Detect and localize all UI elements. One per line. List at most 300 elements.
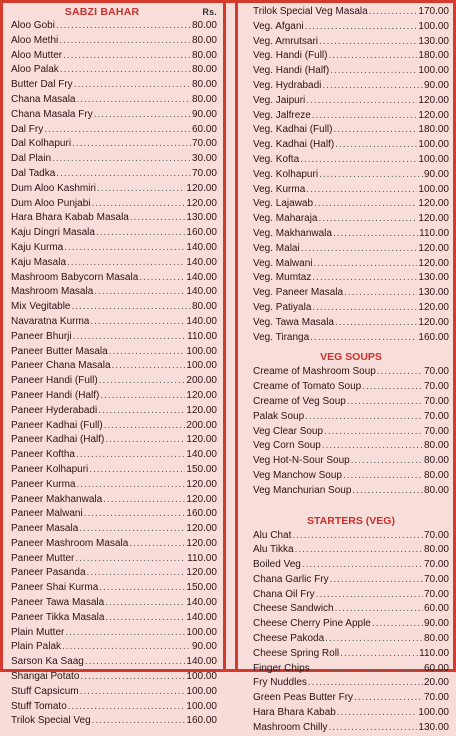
item-name: Veg Hot-N-Sour Soup	[253, 455, 350, 467]
menu-item	[11, 256, 217, 271]
dot-leader	[67, 256, 185, 271]
item-name: Veg. Makhanwala	[253, 227, 332, 239]
menu-item	[11, 655, 217, 670]
dot-leader	[59, 34, 191, 49]
dot-leader	[109, 345, 186, 360]
menu-item	[253, 632, 449, 647]
menu-item	[253, 395, 449, 410]
menu-item	[11, 507, 217, 522]
menu-item	[11, 63, 217, 78]
dot-leader	[369, 5, 418, 20]
dot-leader	[306, 183, 417, 198]
item-name: Paneer Kurma	[11, 478, 76, 490]
dot-leader	[362, 380, 423, 395]
dot-leader	[80, 685, 186, 700]
item-name: Dal Plain	[11, 153, 52, 165]
item-price: 100.00	[186, 360, 217, 372]
dot-leader	[305, 410, 423, 425]
menu-item	[253, 168, 449, 183]
menu-item	[11, 34, 217, 49]
item-price: 120.00	[418, 301, 449, 313]
item-price: 160.00	[186, 508, 217, 520]
dot-leader	[335, 316, 417, 331]
menu-item	[11, 626, 217, 641]
menu-item	[253, 662, 449, 677]
item-name: Paneer Handi (Half)	[11, 389, 100, 401]
item-name: Veg. Tawa Masala	[253, 316, 334, 328]
menu-item	[253, 484, 449, 499]
item-price: 140.00	[186, 241, 217, 253]
dot-leader	[330, 64, 417, 79]
item-name: Veg Manchow Soup	[253, 469, 342, 481]
item-name: Trilok Special Veg	[11, 715, 91, 727]
dot-leader	[97, 182, 185, 197]
item-name: Plain Mutter	[11, 626, 65, 638]
item-price: 70.00	[423, 366, 449, 378]
menu-item	[11, 315, 217, 330]
item-name: Veg. Paneer Masala	[253, 287, 344, 299]
menu-item	[11, 463, 217, 478]
item-name: Aloo Methi	[11, 34, 59, 46]
menu-item	[11, 611, 217, 626]
menu-item	[11, 152, 217, 167]
item-price: 140.00	[186, 449, 217, 461]
menu-item	[253, 380, 449, 395]
menu-item	[11, 211, 217, 226]
item-price: 120.00	[186, 537, 217, 549]
item-price: 100.00	[186, 345, 217, 357]
dot-leader	[354, 691, 423, 706]
right-column	[243, 3, 453, 733]
item-price: 80.00	[191, 34, 217, 46]
menu-item	[11, 167, 217, 182]
dot-leader	[130, 211, 186, 226]
menu-item	[253, 647, 449, 662]
menu-item	[11, 374, 217, 389]
item-name: Butter Dal Fry	[11, 79, 73, 91]
item-name: Veg. Mumtaz	[253, 272, 312, 284]
item-name: Paneer Shai Kurma	[11, 582, 99, 594]
item-price: 120.00	[186, 434, 217, 446]
menu-item	[253, 602, 449, 617]
item-name: Dal Kolhapuri	[11, 138, 72, 150]
item-price: 90.00	[423, 168, 449, 180]
menu-item	[253, 35, 449, 50]
item-price: 120.00	[186, 493, 217, 505]
item-name: Paneer Chana Masala	[11, 360, 111, 372]
item-price: 100.00	[186, 700, 217, 712]
dot-leader	[52, 152, 191, 167]
dot-leader	[75, 552, 186, 567]
menu-item	[253, 676, 449, 691]
item-price: 90.00	[423, 79, 449, 91]
dot-leader	[333, 227, 418, 242]
item-name: Chana Masala	[11, 93, 76, 105]
menu-item	[253, 242, 449, 257]
item-price: 70.00	[423, 692, 449, 704]
item-name: Veg. Kofta	[253, 153, 300, 165]
menu-item	[11, 566, 217, 581]
item-price: 180.00	[418, 50, 449, 62]
dot-leader	[334, 123, 418, 138]
menu-list	[253, 5, 449, 345]
item-name: Aloo Mutter	[11, 49, 63, 61]
item-price: 120.00	[186, 478, 217, 490]
dot-leader	[63, 49, 191, 64]
menu-item	[11, 49, 217, 64]
item-price: 90.00	[423, 618, 449, 630]
dot-leader	[105, 433, 185, 448]
menu-item	[253, 20, 449, 35]
starter-list	[253, 529, 449, 736]
item-name: Sarson Ka Saag	[11, 656, 84, 668]
item-name: Mashroom Babycorn Masala	[11, 271, 139, 283]
item-name: Stuff Capsicum	[11, 685, 79, 697]
dot-leader	[90, 315, 185, 330]
menu-item	[11, 685, 217, 700]
item-price: 80.00	[191, 79, 217, 91]
menu-item	[11, 389, 217, 404]
dot-leader	[44, 123, 191, 138]
item-price: 30.00	[191, 153, 217, 165]
menu-item	[253, 425, 449, 440]
item-name: Veg. Handi (Full)	[253, 50, 328, 62]
menu-item	[11, 285, 217, 300]
dot-leader	[85, 655, 186, 670]
item-name: Creame of Veg Soup	[253, 395, 346, 407]
item-price: 120.00	[186, 567, 217, 579]
item-name: Mix Vegitable	[11, 301, 71, 313]
menu-item	[253, 617, 449, 632]
item-price: 100.00	[418, 183, 449, 195]
menu-item	[253, 197, 449, 212]
menu-list	[11, 19, 217, 729]
dot-leader	[306, 94, 417, 109]
dot-leader	[330, 573, 423, 588]
dot-leader	[328, 721, 417, 736]
dot-leader	[312, 271, 417, 286]
menu-item	[11, 300, 217, 315]
left-column	[3, 3, 221, 727]
menu-item	[253, 439, 449, 454]
dot-leader	[340, 647, 418, 662]
item-name: Boiled Veg	[253, 559, 301, 571]
dot-leader	[351, 454, 423, 469]
item-name: Paneer Mutter	[11, 552, 75, 564]
item-name: Paneer Kadhai (Half)	[11, 434, 105, 446]
menu-item	[253, 153, 449, 168]
item-price: 110.00	[419, 647, 449, 659]
item-name: Veg Corn Soup	[253, 440, 321, 452]
item-price: 100.00	[186, 626, 217, 638]
menu-item	[253, 558, 449, 573]
item-price: 130.00	[418, 272, 449, 284]
item-price: 140.00	[186, 315, 217, 327]
item-name: Paneer Tawa Masala	[11, 597, 105, 609]
menu-item	[253, 706, 449, 721]
menu-item	[11, 19, 217, 34]
item-price: 80.00	[191, 93, 217, 105]
item-price: 140.00	[186, 256, 217, 268]
item-name: Navaratna Kurma	[11, 315, 90, 327]
item-price: 70.00	[423, 395, 449, 407]
menu-item	[253, 138, 449, 153]
menu-item	[253, 183, 449, 198]
item-price: 100.00	[418, 707, 449, 719]
item-price: 80.00	[191, 301, 217, 313]
menu-item	[253, 212, 449, 227]
dot-leader	[337, 706, 418, 721]
dot-leader	[312, 109, 418, 124]
dot-leader	[314, 197, 417, 212]
dot-leader	[103, 493, 185, 508]
item-price: 140.00	[186, 286, 217, 298]
menu-item	[11, 537, 217, 552]
item-price: 100.00	[418, 139, 449, 151]
section-header	[11, 5, 217, 19]
dot-leader	[300, 153, 417, 168]
item-price: 80.00	[423, 544, 449, 556]
item-name: Dum Aloo Punjabi	[11, 197, 91, 209]
soup-list	[253, 365, 449, 498]
item-price: 160.00	[186, 227, 217, 239]
menu-item	[11, 93, 217, 108]
item-name: Cheese Spring Roll	[253, 647, 340, 659]
dot-leader	[76, 448, 185, 463]
dot-leader	[76, 478, 185, 493]
item-price: 130.00	[186, 212, 217, 224]
dot-leader	[319, 168, 423, 183]
dot-leader	[352, 484, 423, 499]
menu-item	[11, 241, 217, 256]
dot-leader	[328, 49, 417, 64]
item-price: 60.00	[423, 662, 449, 674]
item-price: 80.00	[191, 49, 217, 61]
item-price: 110.00	[187, 330, 217, 342]
section-title: SABZI BAHAR	[64, 6, 140, 18]
menu-item	[253, 691, 449, 706]
menu-item	[11, 714, 217, 729]
dot-leader	[319, 212, 418, 227]
menu-item	[11, 404, 217, 419]
item-price: 120.00	[418, 316, 449, 328]
item-price: 20.00	[423, 677, 449, 689]
dot-leader	[68, 700, 186, 715]
dot-leader	[310, 331, 417, 346]
item-name: Alu Tikka	[253, 544, 294, 556]
menu-item	[11, 581, 217, 596]
item-price: 70.00	[423, 573, 449, 585]
item-price: 70.00	[423, 410, 449, 422]
item-name: Cheese Pakoda	[253, 633, 325, 645]
dot-leader	[64, 241, 185, 256]
dot-leader	[335, 138, 417, 153]
dot-leader	[308, 676, 423, 691]
dot-leader	[72, 137, 191, 152]
menu-item	[253, 94, 449, 109]
dot-leader	[112, 359, 186, 374]
item-price: 100.00	[418, 20, 449, 32]
item-name: Cheese Sandwich	[253, 603, 334, 615]
item-price: 130.00	[418, 287, 449, 299]
menu-item	[253, 454, 449, 469]
item-name: Veg. Jaipuri	[253, 94, 306, 106]
dot-leader	[56, 19, 191, 34]
item-price: 80.00	[423, 469, 449, 481]
item-name: Veg. Maharaja	[253, 213, 318, 225]
item-price: 120.00	[418, 94, 449, 106]
dot-leader	[302, 558, 423, 573]
dot-leader	[100, 389, 185, 404]
item-price: 100.00	[418, 65, 449, 77]
item-price: 100.00	[186, 685, 217, 697]
item-price: 110.00	[187, 552, 217, 564]
item-name: Hara Bhara Kabab Masala	[11, 212, 129, 224]
menu-item	[253, 316, 449, 331]
item-name: Veg. Kurma	[253, 183, 306, 195]
menu-item	[253, 301, 449, 316]
item-price: 80.00	[423, 440, 449, 452]
dot-leader	[89, 463, 185, 478]
menu-item	[253, 365, 449, 380]
item-name: Dal Fry	[11, 123, 44, 135]
item-price: 120.00	[186, 523, 217, 535]
menu-item	[11, 197, 217, 212]
item-price: 90.00	[191, 641, 217, 653]
item-name: Veg. Kadhai (Half)	[253, 139, 335, 151]
dot-leader	[292, 529, 423, 544]
menu-item	[11, 419, 217, 434]
item-name: Aloo Palak	[11, 64, 59, 76]
item-price: 60.00	[191, 123, 217, 135]
item-name: Creame of Tomato Soup	[253, 381, 362, 393]
menu-item	[11, 448, 217, 463]
item-price: 200.00	[186, 375, 217, 387]
item-price: 120.00	[418, 109, 449, 121]
item-name: Chana Garlic Fry	[253, 573, 329, 585]
item-name: Veg. Hydrabadi	[253, 79, 322, 91]
item-price: 110.00	[419, 227, 449, 239]
dot-leader	[104, 419, 186, 434]
item-price: 70.00	[423, 381, 449, 393]
dot-leader	[94, 108, 191, 123]
dot-leader	[79, 522, 185, 537]
menu-item	[253, 64, 449, 79]
dot-leader	[316, 588, 423, 603]
item-price: 80.00	[423, 455, 449, 467]
item-name: Paneer Pasanda	[11, 567, 86, 579]
item-price: 70.00	[423, 529, 449, 541]
item-price: 150.00	[186, 582, 217, 594]
menu-item	[253, 721, 449, 736]
item-name: Veg. Afgani	[253, 20, 304, 32]
item-price: 120.00	[186, 197, 217, 209]
dot-leader	[84, 507, 186, 522]
item-name: Paneer Kadhai (Full)	[11, 419, 103, 431]
column-divider	[223, 3, 226, 669]
menu-item	[11, 700, 217, 715]
item-name: Alu Chat	[253, 529, 292, 541]
dot-leader	[343, 469, 423, 484]
menu-item	[253, 49, 449, 64]
item-price: 160.00	[186, 715, 217, 727]
item-price: 100.00	[418, 153, 449, 165]
item-price: 120.00	[418, 213, 449, 225]
dot-leader	[92, 197, 186, 212]
item-name: Veg. Tiranga	[253, 331, 310, 343]
item-name: Mashroom Masala	[11, 286, 94, 298]
dot-leader	[295, 543, 423, 558]
item-price: 70.00	[423, 425, 449, 437]
dot-leader	[94, 285, 185, 300]
item-name: Chana Oil Fry	[253, 588, 315, 600]
item-name: Mashroom Chilly	[253, 721, 328, 733]
item-price: 100.00	[186, 671, 217, 683]
dot-leader	[319, 35, 417, 50]
item-price: 90.00	[191, 108, 217, 120]
menu-item	[253, 271, 449, 286]
item-price: 80.00	[423, 484, 449, 496]
item-price: 70.00	[191, 138, 217, 150]
menu-item	[11, 640, 217, 655]
menu-item	[11, 226, 217, 241]
menu-item	[253, 573, 449, 588]
menu-item	[11, 433, 217, 448]
dot-leader	[96, 226, 185, 241]
item-name: Stuff Tomato	[11, 700, 67, 712]
dot-leader	[60, 63, 191, 78]
menu-item	[253, 79, 449, 94]
dot-leader	[324, 425, 423, 440]
dot-leader	[305, 20, 418, 35]
item-name: Veg. Kolhapuri	[253, 168, 319, 180]
dot-leader	[105, 596, 185, 611]
menu-item	[11, 522, 217, 537]
menu-item	[253, 331, 449, 346]
section-title: STARTERS (VEG)	[307, 514, 395, 527]
dot-leader	[65, 626, 185, 641]
item-name: Paneer Kolhapuri	[11, 463, 89, 475]
item-name: Fry Nuddles	[253, 677, 307, 689]
item-name: Dal Tadka	[11, 167, 56, 179]
dot-leader	[312, 301, 417, 316]
menu-item	[11, 670, 217, 685]
item-name: Veg Clear Soup	[253, 425, 324, 437]
item-price: 160.00	[418, 331, 449, 343]
dot-leader	[322, 79, 423, 94]
item-price: 170.00	[418, 6, 449, 17]
item-name: Aloo Gobi	[11, 20, 55, 31]
item-name: Kaju Dingri Masala	[11, 227, 95, 239]
dot-leader	[105, 611, 185, 626]
dot-leader	[56, 167, 191, 182]
menu-item	[253, 410, 449, 425]
item-price: 120.00	[186, 404, 217, 416]
dot-leader	[372, 617, 423, 632]
item-price: 70.00	[423, 588, 449, 600]
item-name: Finger Chips	[253, 662, 310, 674]
dot-leader	[347, 395, 423, 410]
item-name: Kaju Masala	[11, 256, 67, 268]
item-price: 80.00	[191, 64, 217, 76]
menu-item	[253, 543, 449, 558]
item-name: Paneer Butter Masala	[11, 345, 108, 357]
menu-item	[11, 478, 217, 493]
item-price: 120.00	[186, 182, 217, 194]
item-price: 80.00	[191, 20, 217, 31]
item-price: 120.00	[418, 242, 449, 254]
dot-leader	[99, 581, 185, 596]
